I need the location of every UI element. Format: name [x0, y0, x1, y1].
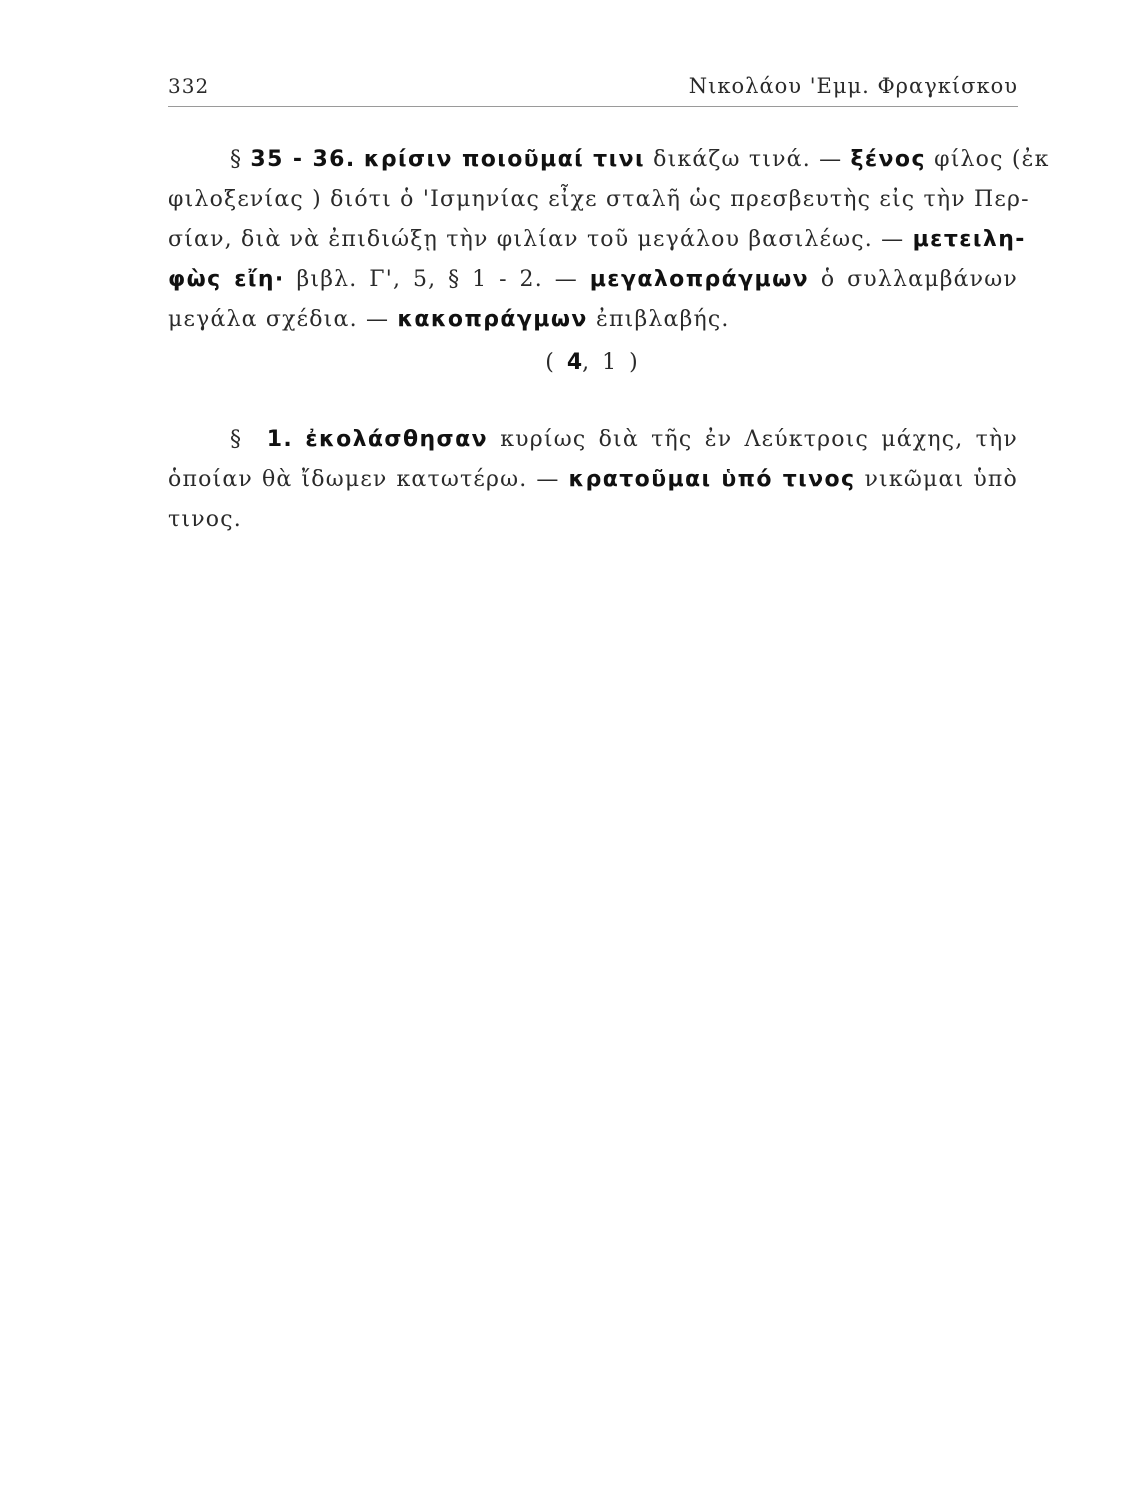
lemma: κρίσιν ποιοῦμαί τινι — [363, 147, 645, 172]
lemma: κρατοῦμαι ὑπό τινος — [568, 467, 856, 492]
lemma: μετειλη- — [912, 227, 1026, 252]
gloss: νικῶμαι ὑπὸ — [864, 467, 1018, 492]
gloss: δικάζω τινά. — — [653, 147, 843, 172]
header-rule — [168, 106, 1018, 107]
page-header — [168, 70, 1018, 104]
running-title: Νικολάου 'Εμμ. Φραγκίσκου — [688, 74, 1018, 98]
lemma: φὼς εἴη· — [168, 267, 285, 292]
gloss: ἐπιβλαβής. — [596, 307, 730, 332]
marker-book-number: 4 — [566, 350, 583, 375]
gloss: σίαν, διὰ νὰ ἐπιδιώξῃ τὴν φιλίαν τοῦ μεγάλου βασιλέως. — — [168, 227, 905, 252]
marker-open: ( — [545, 350, 557, 375]
text-line: τινος. — [168, 507, 242, 532]
gloss: ὁ συλλαμβάνων — [820, 267, 1018, 292]
commentary-paragraph-35-36 — [168, 140, 1050, 340]
lemma: ξένος — [850, 147, 926, 172]
section-symbol: § — [230, 427, 243, 452]
gloss: βιβλ. Γ', 5, § 1 - 2. — — [296, 267, 578, 292]
gloss: ὁποίαν θὰ ἴδωμεν κατωτέρω. — — [168, 467, 560, 492]
section-marker — [168, 350, 1018, 375]
page-number: 332 — [168, 74, 210, 98]
lemma: κακοπράγμων — [397, 307, 588, 332]
commentary-paragraph-1 — [168, 420, 1018, 540]
gloss: μεγάλα σχέδια. — — [168, 307, 390, 332]
text-line — [168, 140, 1050, 180]
text-line — [168, 420, 1018, 460]
lemma: μεγαλοπράγμων — [589, 267, 810, 292]
lemma: ἐκολάσθησαν — [305, 427, 488, 452]
text-line — [168, 300, 1018, 340]
text-line — [168, 220, 1026, 260]
section-symbol: § — [230, 147, 243, 172]
text-line: φιλοξενίας ) διότι ὁ 'Ισμηνίας εἶχε σταλῆ ὡς πρεσβευτὴς εἰς τὴν Περ- — [168, 187, 1030, 212]
gloss: κυρίως διὰ τῆς ἐν Λεύκτροις μάχης, τὴν — [500, 427, 1019, 452]
gloss: φίλος (ἐκ — [934, 147, 1050, 172]
text-line — [168, 460, 1018, 500]
marker-rest: , 1 ) — [582, 350, 641, 375]
section-reference: 35 - 36. — [250, 147, 356, 172]
text-line — [168, 260, 1018, 300]
section-reference: 1. — [266, 427, 294, 452]
